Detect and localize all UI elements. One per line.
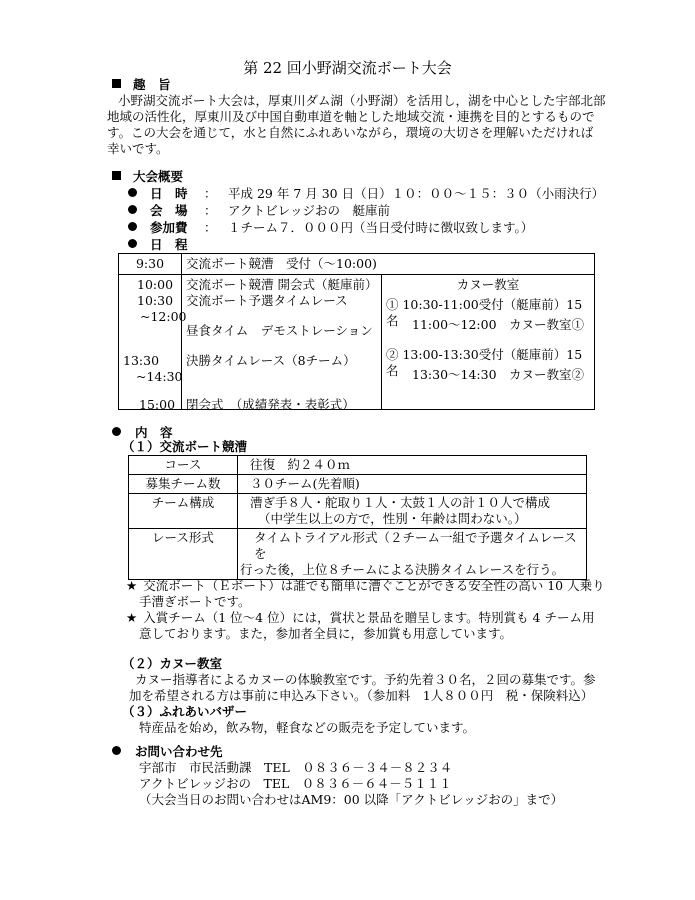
- bullet-icon: [128, 222, 137, 231]
- composition-line-2: （中学生以上の方で，性別・年齢は問わない。）: [258, 511, 527, 526]
- purpose-line-3: す。この大会を通じて，水と自然にふれあいながら，環境の大切さを理解いただければ: [107, 125, 594, 140]
- star-icon: ★: [126, 578, 138, 593]
- section-canoe-class: （２）カヌー教室: [122, 656, 223, 671]
- schedule-label: 日 程: [150, 237, 188, 252]
- inquiry-note: （大会当日のお問い合わせはAM9：00 以降「アクトビレッジおの」まで）: [139, 792, 564, 807]
- bazaar-text: 特産品を始め，飲み物，軽食などの販売を予定しています。: [139, 720, 476, 735]
- note-eboat-line-1: 交流ボート（Ｅボート）は誰でも簡単に漕ぐことができる安全性の高い 10 人乗り: [143, 578, 605, 593]
- note-eboat-line-2: 手漕ぎボートです。: [139, 594, 251, 609]
- canoe-session-1-reception: ① 10:30-11:00受付（艇庫前）15名: [386, 297, 583, 328]
- schedule-table: [118, 253, 595, 410]
- event-preliminary: 交流ボート予選タイムレース: [186, 293, 348, 308]
- inquiry-heading-text: お問い合わせ先: [135, 744, 223, 759]
- fee-colon: ：: [204, 220, 217, 235]
- time-1500: 15:00: [139, 397, 176, 412]
- venue-label: 会 場: [150, 203, 188, 218]
- schedule-reception-cell: 交流ボート競漕 受付（～10:00): [182, 254, 595, 275]
- bullet-icon: [112, 746, 121, 755]
- event-final: 決勝タイムレース（8チーム）: [186, 353, 356, 368]
- time-1030: 10:30: [137, 293, 174, 308]
- race-format-label: レース形式: [129, 529, 238, 580]
- time-1200: ~12:00: [140, 309, 187, 324]
- race-format-value: [238, 529, 587, 580]
- purpose-heading-text: 趣 旨: [133, 77, 171, 92]
- event-lunch: 昼食タイム デモストレーション: [186, 323, 373, 338]
- venue-colon: ：: [204, 203, 217, 218]
- section-bazaar: （３）ふれあいバザー: [122, 704, 248, 719]
- note-prizes-line-1: 入賞チーム（1 位～4 位）には，賞状と景品を贈呈します。特別賞も 4 チーム用: [143, 610, 595, 625]
- bullet-icon: [128, 205, 137, 214]
- overview-item-fee: [128, 220, 534, 236]
- date-colon: ：: [204, 186, 217, 201]
- square-bullet-icon: [112, 79, 121, 88]
- canoe-session-2-class: 13:30～14:30 カヌー教室②: [412, 367, 585, 382]
- event-opening: 交流ボート競漕 開会式（艇庫前）: [186, 277, 378, 292]
- overview-heading-text: 大会概要: [133, 169, 184, 184]
- venue-value: アクトビレッジおの 艇庫前: [228, 203, 391, 218]
- composition-value: [238, 494, 587, 529]
- date-value: 平成 29 年 7 月 30 日（日）１０：００～１５：３０（小雨決行）: [228, 186, 605, 201]
- composition-label: チーム構成: [129, 494, 238, 529]
- note-prizes-line-2: 意しております。また，参加者全員に，参加賞も用意しています。: [139, 626, 513, 641]
- overview-item-schedule: [128, 237, 188, 253]
- purpose-line-1: 小野湖交流ボート大会は，厚東川ダム湖（小野湖）を活用し，湖を中心とした宇部北部: [118, 93, 606, 108]
- purpose-line-4: 幸いです。: [107, 141, 169, 156]
- bullet-icon: [112, 427, 121, 436]
- canoe-session-1-class: 11:00～12:00 カヌー教室①: [412, 317, 585, 332]
- overview-item-venue: [128, 203, 391, 219]
- event-closing: 閉会式 （成績発表・表彰式）: [186, 397, 355, 412]
- canoe-text-line-2: 加を希望される方は事前に申込み下さい。（参加料 1人８００円 税・保険料込）: [129, 688, 594, 703]
- schedule-times-cell: [119, 275, 187, 412]
- note-prizes: [126, 610, 594, 626]
- purpose-heading: [112, 77, 171, 93]
- fee-value: １チーム７．０００円（当日受付時に徴収致します。）: [228, 220, 534, 235]
- square-bullet-icon: [112, 171, 121, 180]
- inquiry-heading: [112, 744, 223, 760]
- contents-heading-text: 内 容: [135, 425, 173, 440]
- canoe-class-title: カヌー教室: [456, 277, 520, 292]
- bullet-icon: [128, 188, 137, 197]
- schedule-canoe-cell: [382, 275, 595, 410]
- page-title: 第 22 回小野湖交流ボート大会: [243, 59, 452, 77]
- inquiry-city: 宇部市 市民活動課 TEL ０８３６－３４－８２３４: [139, 760, 453, 775]
- star-icon: ★: [126, 610, 138, 625]
- course-value: 往復 約２４０ｍ: [238, 456, 587, 475]
- overview-item-date: [128, 186, 605, 202]
- overview-heading: [112, 169, 183, 185]
- schedule-time-cell: 9:30: [119, 254, 182, 275]
- fee-label: 参加費: [150, 220, 188, 235]
- course-label: コース: [129, 456, 238, 475]
- canoe-text-line-1: カヌー指導者によるカヌーの体験教室です。予約先着３０名，２回の募集です。参: [135, 672, 596, 687]
- boat-race-table: [128, 455, 587, 580]
- time-1330: 13:30: [123, 353, 160, 368]
- note-eboat: [126, 578, 605, 594]
- time-1430: ~14:30: [136, 369, 183, 384]
- bullet-icon: [128, 239, 137, 248]
- canoe-session-2-reception: ② 13:00-13:30受付（艇庫前）15名: [386, 347, 583, 378]
- date-label: 日 時: [150, 186, 188, 201]
- time-1000: 10:00: [137, 277, 174, 292]
- race-format-line-1: タイムトライアル形式（２チーム一組で予選タイムレースを: [254, 530, 577, 561]
- section-boat-race: （１）交流ボート競漕: [122, 439, 248, 454]
- race-format-line-2: 行った後，上位８チームによる決勝タイムレースを行う。: [240, 562, 565, 577]
- purpose-line-2: 地域の活性化，厚東川及び中国自動車道を軸とした地域交流・連携を目的とするもので: [107, 109, 595, 124]
- inquiry-actvillage: アクトビレッジおの TEL ０８３６－６４－５１１１: [139, 776, 452, 791]
- schedule-events-cell: [182, 275, 382, 410]
- teams-value: ３０チーム(先着順): [238, 475, 587, 494]
- teams-label: 募集チーム数: [129, 475, 238, 494]
- composition-line-1: 漕ぎ手８人・舵取り１人・太鼓１人の計１０人で構成: [250, 495, 551, 510]
